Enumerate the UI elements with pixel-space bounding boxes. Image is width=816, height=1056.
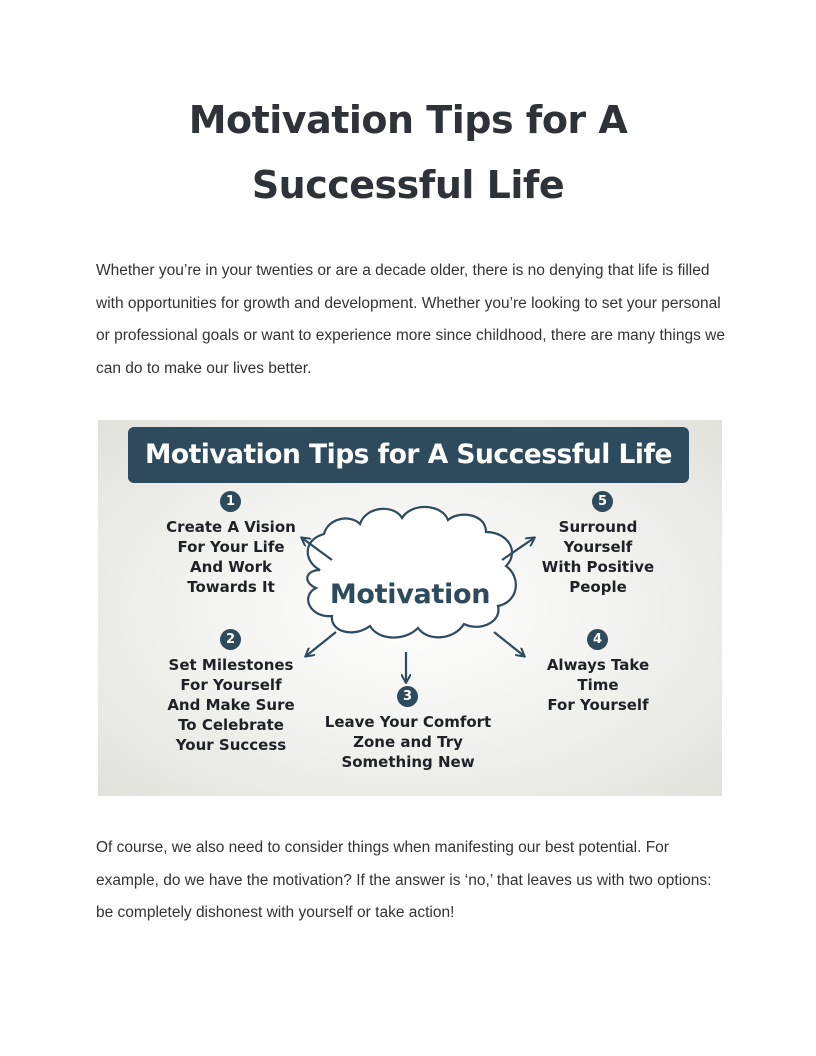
tip-5-text: Surround Yourself With Positive People [541,518,655,596]
cloud-shape [307,507,516,638]
tip-2-text: Set Milestones For Yourself And Make Sure To Celebrate Your Success [167,656,295,754]
tip-1-text: Create A Vision For Your Life And Work Towards It [166,518,296,596]
intro-paragraph: Whether you’re in your twenties or are a decade older, there is no denying that life is filled with opportunities for growth and development. Whether you’re looking to set your personal or professional goals or want to experience more since childhood, there are many things we can do to make our lives better. [96,262,725,378]
tip-3-text: Leave Your Comfort Zone and Try Something New [324,713,492,771]
infographic-banner: Motivation Tips for A Successful Life [128,427,689,483]
arrow-to-tip-2 [306,632,336,656]
page-title-line-1: Motivation Tips for A [188,98,628,142]
cloud-label: Motivation [329,579,491,610]
tip-2-number: 2 [220,629,241,650]
page-title [0,88,816,218]
tip-4-text: Always Take Time For Yourself [546,656,650,714]
motivation-infographic [98,420,722,796]
arrow-to-tip-4 [494,632,524,656]
tip-1-number: 1 [220,491,241,512]
tip-3-number: 3 [397,686,418,707]
tip-4-number: 4 [587,629,608,650]
closing-paragraph: Of course, we also need to consider things when manifesting our best potential. For example, do we have the motivation? If the answer is ‘no,’ that leaves us with two options: be completely dishonest with yourself or take action! [96,839,712,922]
tip-5-number: 5 [592,491,613,512]
page-title-line-2: Successful Life [251,163,565,207]
